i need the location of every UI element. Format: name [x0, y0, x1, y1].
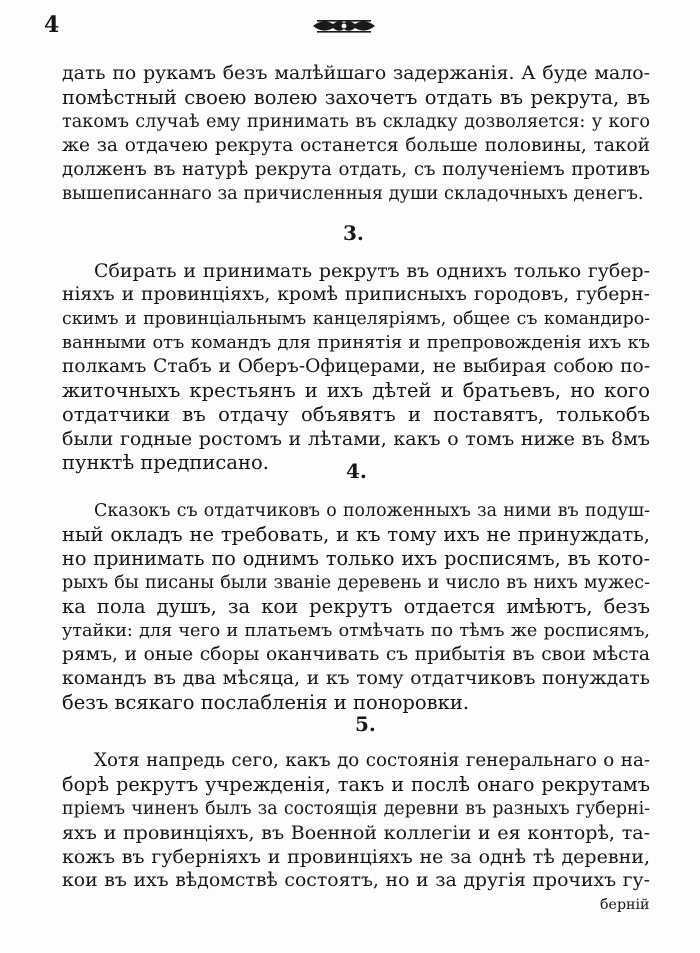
section-3-line-8: были годные ростомъ и лѣтами, какъ о томъ ниже въ 8мъ — [62, 428, 650, 450]
paragraph-1-line-1: дать по рукамъ безъ малѣйшаго задержанія. А буде мало- — [62, 62, 650, 84]
section-4-line-2: ный окладъ не требовать, и къ тому ихъ не принуждать, — [62, 523, 650, 546]
section-5-line-4: яхъ и провинціяхъ, въ Военной коллегіи и ея конторѣ, та- — [62, 822, 650, 844]
section-5-line-2: борѣ рекрутъ учрежденія, такъ и послѣ онаго рекрутамъ — [62, 773, 650, 796]
section-4-line-4: рыхъ бы писаны были званіе деревень и число въ нихъ мужес- — [62, 573, 650, 593]
section-3-line-4: ванными отъ командъ для принятія и препровожденія ихъ къ — [62, 333, 650, 353]
section-number-5: 5. — [355, 712, 376, 736]
section-3-line-5: полкамъ Стабъ и Оберъ-Офицерами, не выбирая собою по- — [62, 356, 650, 377]
section-3-line-2: ніяхъ и провинціяхъ, кромѣ приписныхъ городовъ, губерн- — [62, 284, 650, 305]
page-number: 4 — [44, 12, 60, 38]
paragraph-1-line-2: помѣстный своею волею захочетъ отдать въ рекрута, въ — [62, 86, 650, 109]
section-4-line-6: утайки: для чего и платьемъ отмѣчать по тѣмъ же росписямъ, — [62, 621, 650, 641]
section-4-line-8: командъ въ два мѣсяца, и къ тому отдатчиковъ понуждать — [62, 668, 650, 689]
section-5-line-6: кои въ ихъ вѣдомствѣ состоятъ, но и за другія прочихъ гу- — [62, 870, 650, 891]
paragraph-1-line-4: же за отдачею рекрута останется больше половины, такой — [62, 135, 650, 156]
section-4-line-9: безъ всякаго послабленія и поноровки. — [62, 691, 470, 714]
paragraph-1-line-5: долженъ въ натурѣ рекрута отдать, съ полученіемъ противъ — [62, 159, 650, 180]
section-3-line-7: отдатчики въ отдачу объявятъ и поставятъ, толькобъ — [62, 403, 650, 426]
section-4-line-5: ка пола душъ, за кои рекрутъ отдается имѣютъ, безъ — [62, 595, 650, 618]
section-4-line-1: Сказокъ съ отдатчиковъ о положенныхъ за ними въ подуш- — [94, 501, 650, 521]
printers-ornament-icon — [311, 17, 377, 35]
section-5-line-7: берній — [600, 897, 650, 913]
section-3-line-9: пунктѣ предписано. — [62, 451, 269, 474]
section-3-line-6: житочныхъ крестьянъ и ихъ дѣтей и братьевъ, но кого — [62, 379, 650, 402]
section-5-line-3: пріемъ чиненъ былъ за состоящія деревни въ разныхъ губерні- — [62, 799, 650, 819]
section-3-line-3: скимъ и провинціальнымъ канцеляріямъ, общее съ командиро- — [62, 309, 650, 329]
section-number-4: 4. — [346, 459, 367, 483]
section-5-line-1: Хотя напредь сего, какъ до состоянія генеральнаго о на- — [94, 750, 650, 771]
section-5-line-5: кожъ въ губерніяхъ и провинціяхъ не за однѣ тѣ деревни, — [62, 846, 650, 868]
section-3-line-1: Сбирать и принимать рекрутъ въ однихъ только губер- — [94, 260, 650, 282]
section-4-line-7: рямъ, и оные сборы оканчивать съ прибытія въ свои мѣста — [62, 644, 650, 665]
section-4-line-3: но принимать по однимъ только ихъ росписямъ, въ кото- — [62, 547, 650, 570]
section-number-3: 3. — [343, 221, 364, 245]
paragraph-1-line-6: вышеписаннаго за причисленныя души складочныхъ денегъ. — [62, 183, 644, 204]
paragraph-1-line-3: такомъ случаѣ ему принимать въ складку дозволяется: у кого — [62, 112, 650, 132]
